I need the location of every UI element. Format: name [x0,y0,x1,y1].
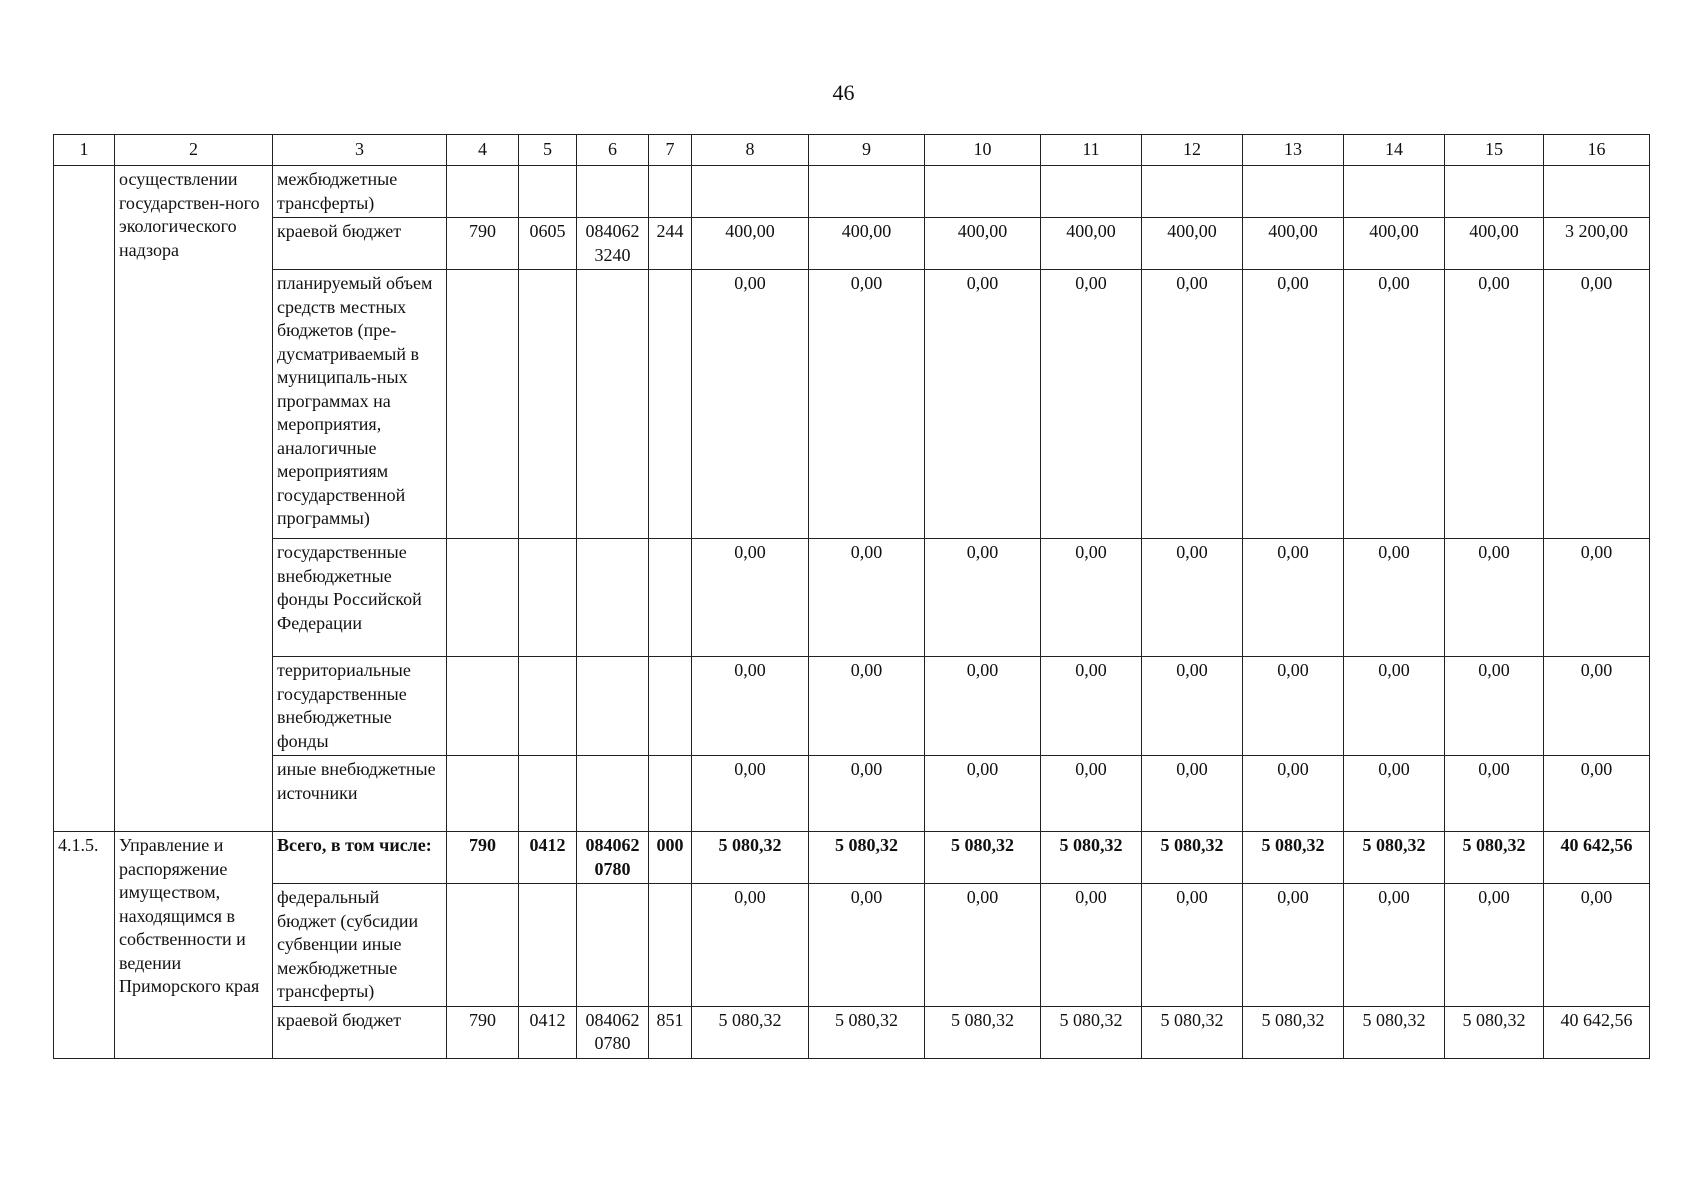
header-cell: 6 [577,135,649,166]
amount-cell: 5 080,32 [925,1006,1041,1058]
amount-cell: 0,00 [1243,884,1344,1007]
code-csr [577,539,649,657]
amount-cell [1445,166,1544,218]
code-rzpr: 0412 [519,832,577,884]
amount-cell: 400,00 [1243,218,1344,270]
budget-table [53,134,1650,1059]
code-vr: 000 [649,832,692,884]
code-csr: 084062 0780 [577,832,649,884]
funding-source: Всего, в том числе: [273,832,447,884]
header-cell: 1 [54,135,115,166]
code-csr [577,756,649,832]
amount-cell: 0,00 [692,270,809,539]
code-grbs: 790 [447,1006,519,1058]
header-cell: 16 [1544,135,1650,166]
code-vr [649,657,692,756]
amount-cell: 0,00 [1041,270,1142,539]
amount-cell: 0,00 [692,756,809,832]
amount-cell: 0,00 [1142,884,1243,1007]
header-cell: 14 [1344,135,1445,166]
amount-cell: 0,00 [692,884,809,1007]
amount-cell: 0,00 [1544,756,1650,832]
amount-cell: 0,00 [1243,270,1344,539]
amount-cell: 0,00 [925,657,1041,756]
code-rzpr [519,166,577,218]
header-cell: 9 [809,135,925,166]
code-vr [649,884,692,1007]
amount-cell: 5 080,32 [1041,832,1142,884]
code-vr [649,756,692,832]
table-row [54,270,1650,539]
amount-cell: 5 080,32 [1344,832,1445,884]
amount-cell: 5 080,32 [1445,1006,1544,1058]
code-rzpr: 0605 [519,218,577,270]
code-rzpr [519,270,577,539]
table-row [54,756,1650,832]
amount-cell: 400,00 [1041,218,1142,270]
amount-cell: 0,00 [1243,657,1344,756]
code-grbs: 790 [447,218,519,270]
code-grbs [447,884,519,1007]
amount-cell: 0,00 [1544,270,1650,539]
amount-cell: 5 080,32 [809,832,925,884]
amount-cell: 400,00 [925,218,1041,270]
code-csr [577,884,649,1007]
table-row [54,1006,1650,1058]
header-row [54,135,1650,166]
amount-cell: 0,00 [1142,756,1243,832]
amount-cell: 5 080,32 [1041,1006,1142,1058]
amount-cell: 0,00 [925,539,1041,657]
code-csr [577,270,649,539]
amount-cell: 400,00 [1142,218,1243,270]
amount-cell: 0,00 [809,270,925,539]
code-rzpr [519,884,577,1007]
code-grbs [447,166,519,218]
header-cell: 12 [1142,135,1243,166]
amount-cell: 0,00 [692,539,809,657]
amount-cell [1544,166,1650,218]
amount-cell: 400,00 [809,218,925,270]
funding-source: планируемый объем средств местных бюджетов (пре-дусматриваемый в муниципаль-ных программах на мероприятия, аналогичные мероприятиям государственной программы) [273,270,447,539]
amount-cell: 0,00 [1243,756,1344,832]
header-cell: 13 [1243,135,1344,166]
amount-cell: 0,00 [925,756,1041,832]
amount-cell: 5 080,32 [1142,832,1243,884]
code-rzpr [519,657,577,756]
amount-cell: 0,00 [809,539,925,657]
funding-source: федеральный бюджет (субсидии субвенции иные межбюджетные трансферты) [273,884,447,1007]
amount-cell [1243,166,1344,218]
header-cell: 3 [273,135,447,166]
amount-cell: 3 200,00 [1544,218,1650,270]
code-rzpr [519,539,577,657]
amount-cell: 0,00 [692,657,809,756]
amount-cell: 0,00 [1142,270,1243,539]
table-body [54,135,1650,1059]
code-rzpr [519,756,577,832]
funding-source: территориальные государственные внебюджетные фонды [273,657,447,756]
amount-cell: 0,00 [1344,884,1445,1007]
code-csr [577,166,649,218]
amount-cell: 40 642,56 [1544,1006,1650,1058]
amount-cell: 0,00 [1445,884,1544,1007]
amount-cell: 0,00 [1544,539,1650,657]
item-name: Управление и распоряжение имуществом, находящимся в собственности и ведении Приморского края [115,832,273,1059]
amount-cell: 0,00 [1544,884,1650,1007]
code-vr [649,539,692,657]
amount-cell [1142,166,1243,218]
code-vr: 244 [649,218,692,270]
code-grbs [447,657,519,756]
code-rzpr: 0412 [519,1006,577,1058]
amount-cell: 0,00 [925,884,1041,1007]
header-cell: 11 [1041,135,1142,166]
funding-source: государственные внебюджетные фонды Российской Федерации [273,539,447,657]
amount-cell: 0,00 [1445,539,1544,657]
table-row [54,166,1650,218]
header-cell: 5 [519,135,577,166]
amount-cell: 0,00 [1344,539,1445,657]
header-cell: 4 [447,135,519,166]
code-grbs [447,756,519,832]
amount-cell: 400,00 [1445,218,1544,270]
amount-cell [1344,166,1445,218]
amount-cell: 0,00 [1445,657,1544,756]
amount-cell: 0,00 [1344,756,1445,832]
amount-cell: 0,00 [1243,539,1344,657]
code-vr [649,270,692,539]
amount-cell: 5 080,32 [1142,1006,1243,1058]
amount-cell: 0,00 [1041,756,1142,832]
amount-cell: 5 080,32 [692,832,809,884]
amount-cell: 0,00 [1041,657,1142,756]
code-csr: 084062 0780 [577,1006,649,1058]
item-number: 4.1.5. [54,832,115,1059]
amount-cell: 0,00 [809,657,925,756]
amount-cell: 0,00 [1544,657,1650,756]
amount-cell: 0,00 [1445,756,1544,832]
amount-cell: 0,00 [1344,657,1445,756]
item-number [54,166,115,832]
amount-cell: 400,00 [692,218,809,270]
header-cell: 8 [692,135,809,166]
amount-cell: 0,00 [1344,270,1445,539]
table-row [54,884,1650,1007]
table-row [54,832,1650,884]
item-name: осуществлении государствен-ного экологического надзора [115,166,273,832]
amount-cell: 0,00 [1142,539,1243,657]
header-cell: 10 [925,135,1041,166]
table-row [54,539,1650,657]
amount-cell [925,166,1041,218]
amount-cell: 400,00 [1344,218,1445,270]
amount-cell: 0,00 [809,884,925,1007]
header-cell: 7 [649,135,692,166]
code-grbs [447,539,519,657]
amount-cell: 5 080,32 [925,832,1041,884]
amount-cell [1041,166,1142,218]
code-grbs [447,270,519,539]
code-vr [649,166,692,218]
amount-cell: 0,00 [1445,270,1544,539]
amount-cell: 0,00 [1142,657,1243,756]
header-cell: 2 [115,135,273,166]
amount-cell [692,166,809,218]
funding-source: краевой бюджет [273,218,447,270]
code-vr: 851 [649,1006,692,1058]
amount-cell: 0,00 [1041,884,1142,1007]
amount-cell: 5 080,32 [1344,1006,1445,1058]
amount-cell: 0,00 [809,756,925,832]
funding-source: краевой бюджет [273,1006,447,1058]
amount-cell: 5 080,32 [692,1006,809,1058]
amount-cell: 5 080,32 [1243,832,1344,884]
code-grbs: 790 [447,832,519,884]
funding-source: иные внебюджетные источники [273,756,447,832]
page-number: 46 [832,80,855,105]
funding-source: межбюджетные трансферты) [273,166,447,218]
amount-cell: 5 080,32 [1243,1006,1344,1058]
code-csr [577,657,649,756]
amount-cell: 5 080,32 [809,1006,925,1058]
amount-cell: 0,00 [1041,539,1142,657]
header-cell: 15 [1445,135,1544,166]
amount-cell: 0,00 [925,270,1041,539]
table-row [54,657,1650,756]
amount-cell: 40 642,56 [1544,832,1650,884]
table-row [54,218,1650,270]
amount-cell: 5 080,32 [1445,832,1544,884]
amount-cell [809,166,925,218]
code-csr: 084062 3240 [577,218,649,270]
